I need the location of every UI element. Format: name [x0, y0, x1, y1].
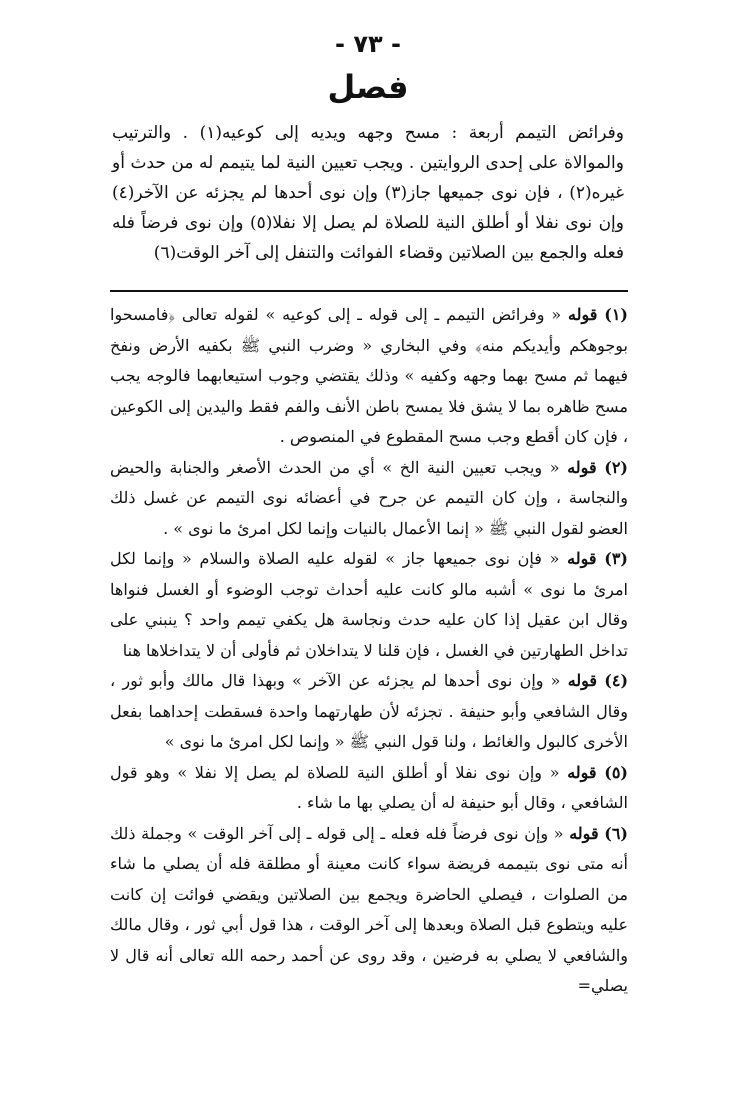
footnote-4 [110, 666, 628, 758]
footnote-keyword: قوله [567, 671, 598, 690]
footnote-text: « وإن نوى نفلا أو أطلق النية للصلاة لم يصل إلا نفلا » وهو قول الشافعي ، وقال أبو حنيفة له أن يصلي بها ما شاء . [110, 762, 628, 812]
footnote-number: (٢) [604, 457, 628, 477]
footnote-keyword: قوله [567, 762, 597, 782]
footnote-text: « وإن نوى أحدها لم يجزئه عن الآخر » وبهذا قال مالك وأبو ثور ، وقال الشافعي وأبو حنيفة . تجزئه لأن طهارتهما واحدة فسقطت إحداهما بفعل الأخرى كالبول والغائط ، ولنا قول النبي ﷺ « وإنما لكل امرئ ما نوى » [110, 671, 628, 751]
footnote-keyword: قوله [567, 549, 597, 568]
footnote-text: « وإن نوى فرضاً فله فعله ـ إلى قوله ـ إلى آخر الوقت » وجملة ذلك أنه متى نوى بتيممه فريضة سواء كانت معينة أو مطلقة فله أن يصلي ما شاء من الصلوات ، فيصلي الحاضرة ويجمع بين الصلاتين ويقضي فوائت إن كانت عليه ويتطوع قبل الصلاة وبعدها إلى آخر الوقت ، هذا قول أبي ثور ، وقال مالك والشافعي لا يصلي به فرضين ، وقد روى عن أحمد رحمه الله تعالى أنه قال لا يصلي= [110, 823, 628, 995]
footnote-number: (٦) [604, 823, 628, 843]
footnote-text: « ويجب تعيين النية الخ » أي من الحدث الأصغر والجنابة والحيض والنجاسة ، وإن كان التيمم عن جرح في أعضائه نوى التيمم عن غسل ذلك العضو لقول النبي ﷺ « إنما الأعمال بالنيات وإنما لكل امرئ ما نوى » . [110, 457, 628, 538]
footnote-text: « فإن نوى جميعها جاز » لقوله عليه الصلاة والسلام « وإنما لكل امرئ ما نوى » أشبه مالو كانت عليه أحداث توجب الوضوء أو الغسل فنواها وقال ابن عقيل إذا كان عليه حدث ونجاسة هل يكفي تيمم واحد ؟ ينبني على تداخل الطهارتين في الغسل ، فإن قلنا لا يتداخلان ثم فأولى أن لا يتداخلاها هنا [110, 549, 628, 660]
footnote-6 [110, 819, 628, 1002]
footnote-keyword: قوله [569, 823, 599, 843]
footnote-number: (١) [604, 305, 628, 324]
footnote-number: (٥) [604, 762, 628, 782]
footnote-text: « وفرائض التيمم ـ إلى قوله ـ إلى كوعيه » لقوله تعالى ﴿فامسحوا بوجوهكم وأيديكم منه﴾ وفي البخاري « وضرب النبي ﷺ بكفيه الأرض ونفخ فيهما ثم مسح بهما وجهه وكفيه » وذلك يقتضي وجوب استيعابهما فالوجه يجب مسح ظاهره بما لا يشق فلا يمسح باطن الأنف والفم فقط واليدين إلى الكوعين ، فإن كان أقطع وجب مسح المقطوع في المنصوص . [110, 305, 629, 446]
footnote-keyword: قوله [567, 457, 597, 477]
section-title: فصل [327, 68, 409, 106]
main-text: وفرائض التيمم أربعة : مسح وجهه ويديه إلى كوعيه(١) . والترتيب والموالاة على إحدى الروايتين . ويجب تعيين النية لما يتيمم له من حدث أو غيره(٢) ، فإن نوى جميعها جاز(٣) وإن نوى أحدها لم يجزئه عن الآخر(٤) وإن نوى نفلا أو أطلق النية للصلاة لم يصل إلا نفلا(٥) وإن نوى فرضاً فله فعله والجمع بين الصلاتين وقضاء الفوائت والتنفل إلى آخر الوقت(٦) [112, 123, 624, 263]
footnote-2 [110, 453, 628, 545]
footnote-keyword: قوله [568, 305, 598, 324]
footnote-divider [110, 290, 628, 292]
page-number: - ٧٣ - [335, 30, 401, 58]
footnote-3 [110, 544, 628, 666]
footnote-number: (٣) [604, 549, 628, 568]
footnote-1 [110, 300, 628, 453]
footnotes [110, 300, 628, 1002]
footnote-5 [110, 758, 628, 819]
footnote-number: (٤) [604, 671, 629, 690]
